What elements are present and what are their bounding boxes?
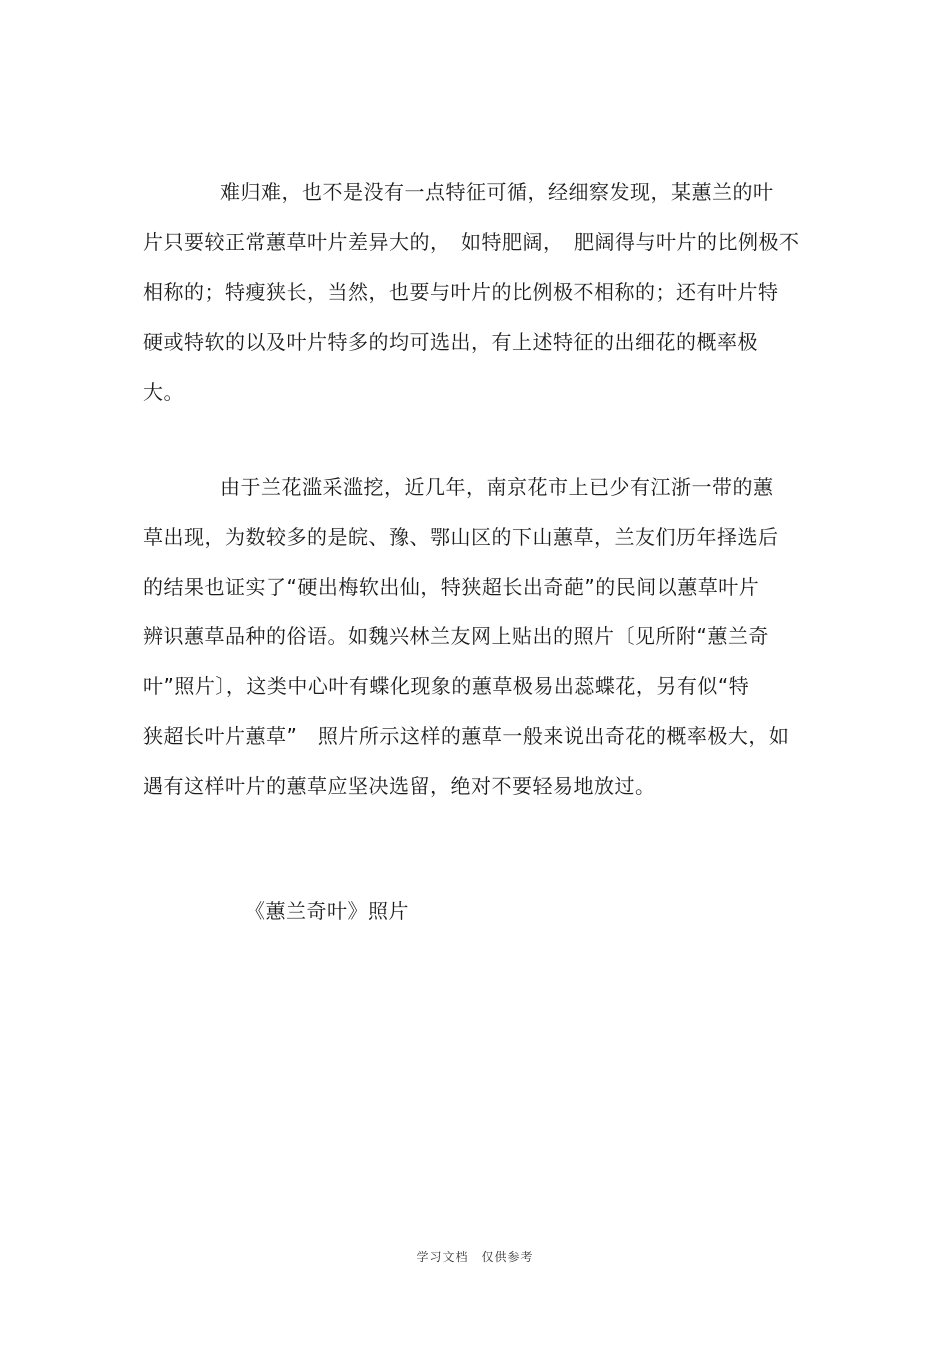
paragraph-1-line-4: 硬或特软的以及叶片特多的均可选出，有上述特征的出细花的概率极 bbox=[143, 330, 758, 354]
paragraph-2-line-2: 草出现，为数较多的是皖、豫、鄂山区的下山蕙草，兰友们历年择选后 bbox=[143, 525, 779, 549]
paragraph-2-line-4: 辨识蕙草品种的俗语。如魏兴林兰友网上贴出的照片〔见所附“蕙兰奇 bbox=[143, 624, 769, 648]
paragraph-2-line-5: 叶”照片〕，这类中心叶有蝶化现象的蕙草极易出蕊蝶花，另有似“特 bbox=[143, 674, 750, 698]
paragraph-2-line-6: 狭超长叶片蕙草” 照片所示这样的蕙草一般来说出奇花的概率极大，如 bbox=[143, 724, 790, 748]
paragraph-1-line-2: 片只要较正常蕙草叶片差异大的， 如特肥阔， 肥阔得与叶片的比例极不 bbox=[143, 230, 800, 254]
paragraph-1-line-5: 大。 bbox=[143, 380, 184, 404]
paragraph-2-line-1: 由于兰花滥采滥挖，近几年，南京花市上已少有江浙一带的蕙 bbox=[220, 475, 774, 499]
photo-caption: 《蕙兰奇叶》照片 bbox=[245, 899, 409, 923]
paragraph-1-line-1: 难归难，也不是没有一点特征可循，经细察发现，某蕙兰的叶 bbox=[220, 180, 774, 204]
paragraph-2-line-3: 的结果也证实了“硬出梅软出仙，特狭超长出奇葩”的民间以蕙草叶片 bbox=[143, 575, 760, 599]
page-footer: 学习文档 仅供参考 bbox=[416, 1250, 534, 1264]
paragraph-1-line-3: 相称的；特瘦狭长，当然，也要与叶片的比例极不相称的；还有叶片特 bbox=[143, 280, 779, 304]
paragraph-2-line-7: 遇有这样叶片的蕙草应坚决选留，绝对不要轻易地放过。 bbox=[143, 774, 656, 798]
